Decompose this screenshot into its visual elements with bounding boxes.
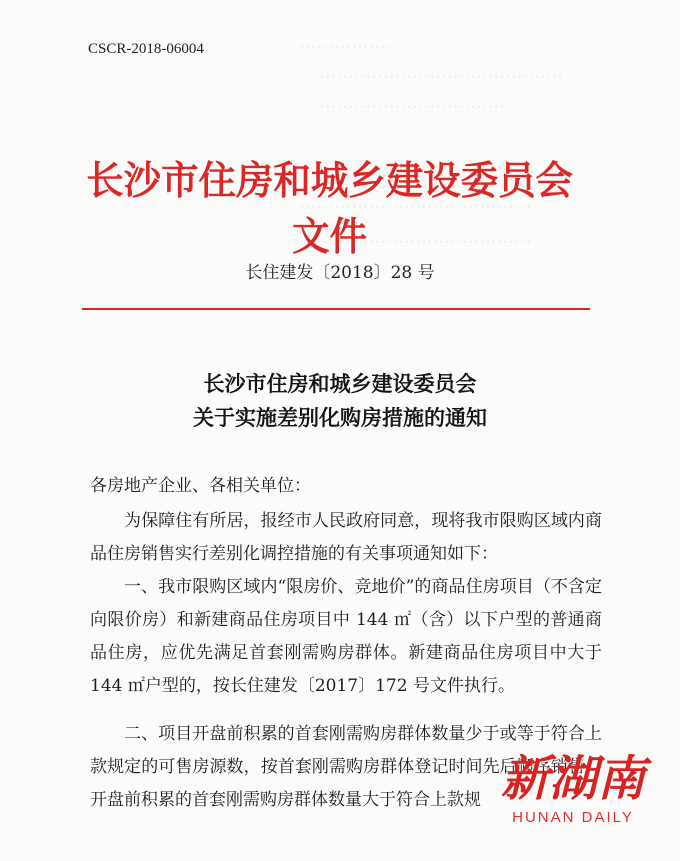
header-divider [82, 308, 590, 310]
bleed-through-text: ················ [300, 40, 394, 54]
paragraph-intro: 为保障住有所居，报经市人民政府同意，现将我市限购区域内商品住房销售实行差别化调控措施的有关事项通知如下： [90, 511, 602, 564]
logo-text: 新湖南 [500, 751, 645, 807]
bleed-through-text: ································ [320, 100, 507, 114]
paragraph-item-1: 一、我市限购区域内“限房价、竞地价”的商品住房项目（不含定向限价房）和新建商品住房项目中 144 ㎡（含）以下户型的普通商品住房，应优先满足首套刚需购房群体。新建商品住房项目中大于 144 ㎡户型的，按长住建发〔2017〕172 号文件执行。 [90, 577, 602, 696]
paragraph-item-2: 二、项目开盘前积累的首套刚需购房群体数量少于或等于符合上款规定的可售房源数，按首套刚需购房群体登记时间先后顺序销售；开盘前积累的首套刚需购房群体数量大于符合上款规 [90, 724, 602, 810]
bleed-through-text: ········································ [300, 200, 533, 214]
document-number: 长住建发〔2018〕28 号 [245, 263, 435, 283]
bleed-through-text: ·········································· [320, 70, 565, 84]
bleed-through-text: ········································ [300, 235, 533, 249]
notice-title-line2: 关于实施差别化购房措施的通知 [193, 405, 487, 430]
logo-subtext: HUNAN DAILY [512, 809, 634, 826]
issuing-authority-header: 长沙市住房和城乡建设委员会文件 [86, 158, 573, 260]
hunan-daily-watermark-logo [488, 751, 658, 847]
notice-title-line1: 长沙市住房和城乡建设委员会 [203, 371, 477, 396]
addressee: 各房地产企业、各相关单位： [90, 476, 311, 496]
document-serial-code: CSCR-2018-06004 [88, 41, 204, 57]
